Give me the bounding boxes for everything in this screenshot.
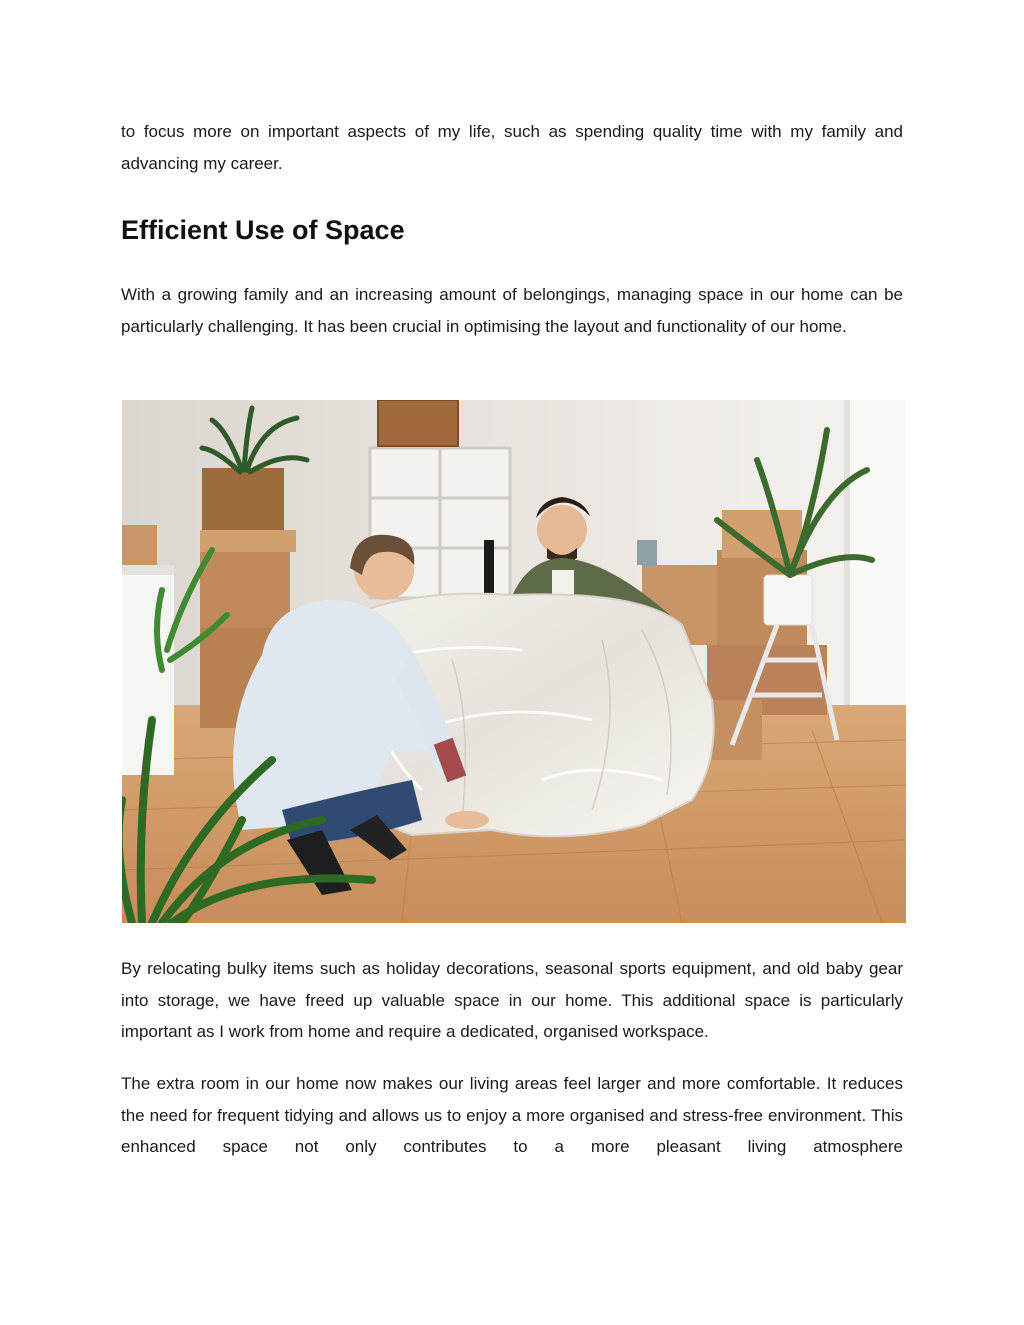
paragraph-relocating: By relocating bulky items such as holiday decorations, seasonal sports equipment, and old baby gear into storage, we have freed up valuable space in our home. This additional space is particularly important as I work from home and require a dedicated, organised workspace. bbox=[121, 959, 903, 1041]
paragraph-extra-room: The extra room in our home now makes our living areas feel larger and more comfortable. It reduces the need for frequent tidying and allows us to enjoy a more organised and stress-free environment. This enhanced space not only contributes to a more pleasant living atmosphere bbox=[121, 1074, 903, 1156]
paragraph-space: With a growing family and an increasing amount of belongings, managing space in our home can be particularly challenging. It has been crucial in optimising the layout and functionality of our home. bbox=[121, 285, 903, 336]
section-heading: Efficient Use of Space bbox=[121, 215, 405, 245]
moving-couple-illustration bbox=[122, 400, 906, 923]
paragraph-intro-continued: to focus more on important aspects of my life, such as spending quality time with my family and advancing my career. bbox=[121, 122, 903, 173]
moving-couple-photo bbox=[122, 400, 906, 923]
